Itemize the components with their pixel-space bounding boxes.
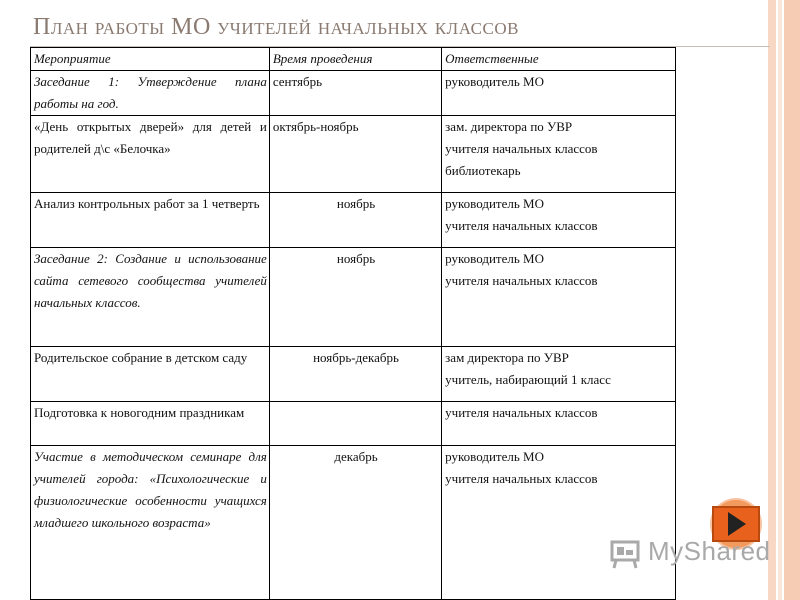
cell-event: Заседание 1: Утверждение плана работы на год.: [31, 71, 270, 116]
responsible-line: зам директора по УВР: [445, 350, 569, 365]
logo-text: MyShared: [648, 536, 771, 566]
play-arrow-icon[interactable]: [728, 512, 746, 536]
table-row: [31, 347, 676, 402]
cell-responsible: [442, 347, 676, 402]
responsible-line: учителя начальных классов: [445, 218, 598, 233]
decor-stripe: [784, 0, 800, 600]
cell-event: «День открытых дверей» для детей и родителей д\с «Белочка»: [31, 116, 270, 193]
cell-event: Анализ контрольных работ за 1 четверть: [31, 193, 270, 248]
cell-responsible: [442, 402, 676, 446]
cell-event: Родительское собрание в детском саду: [31, 347, 270, 402]
responsible-line: учителя начальных классов: [445, 141, 598, 156]
cell-date: [269, 402, 441, 446]
decor-stripe: [778, 0, 782, 600]
table-row: [31, 446, 676, 600]
cell-event: Заседание 2: Создание и использование сайта сетевого сообщества учителей начальных классов.: [31, 248, 270, 347]
responsible-line: библиотекарь: [445, 163, 521, 178]
responsible-line: руководитель МО: [445, 196, 544, 211]
header-date: Время проведения: [269, 48, 441, 71]
cell-date: октябрь-ноябрь: [269, 116, 441, 193]
cell-date: ноябрь-декабрь: [269, 347, 441, 402]
cell-date: ноябрь: [269, 248, 441, 347]
table-row: [31, 248, 676, 347]
cell-event: Подготовка к новогодним праздникам: [31, 402, 270, 446]
header-event: Мероприятие: [31, 48, 270, 71]
presentation-board-icon: [612, 542, 638, 568]
slide-title: План работы МО учителей начальных классов: [33, 14, 519, 40]
cell-date: декабрь: [269, 446, 441, 600]
cell-date: ноябрь: [269, 193, 441, 248]
table-header-row: [31, 48, 676, 71]
responsible-line: руководитель МО: [445, 251, 544, 266]
table-row: [31, 116, 676, 193]
table-row: [31, 193, 676, 248]
decor-stripe: [768, 0, 776, 600]
responsible-line: руководитель МО: [445, 449, 544, 464]
table-row: [31, 71, 676, 116]
responsible-line: учителя начальных классов: [445, 273, 598, 288]
plan-table: [30, 47, 676, 600]
table-row: [31, 402, 676, 446]
cell-responsible: [442, 446, 676, 600]
responsible-line: зам. директора по УВР: [445, 119, 573, 134]
cell-event: Участие в методическом семинаре для учителей города: «Психологические и физиологические особенности учащихся младшего школьного возраста»: [31, 446, 270, 600]
cell-responsible: [442, 116, 676, 193]
responsible-line: учителя начальных классов: [445, 471, 598, 486]
cell-responsible: [442, 193, 676, 248]
responsible-line: учитель, набирающий 1 класс: [445, 372, 611, 387]
cell-responsible: [442, 71, 676, 116]
cell-date: сентябрь: [269, 71, 441, 116]
header-responsible: Ответственные: [442, 48, 676, 71]
responsible-line: учителя начальных классов: [445, 405, 598, 420]
cell-responsible: [442, 248, 676, 347]
responsible-line: руководитель МО: [445, 74, 544, 89]
